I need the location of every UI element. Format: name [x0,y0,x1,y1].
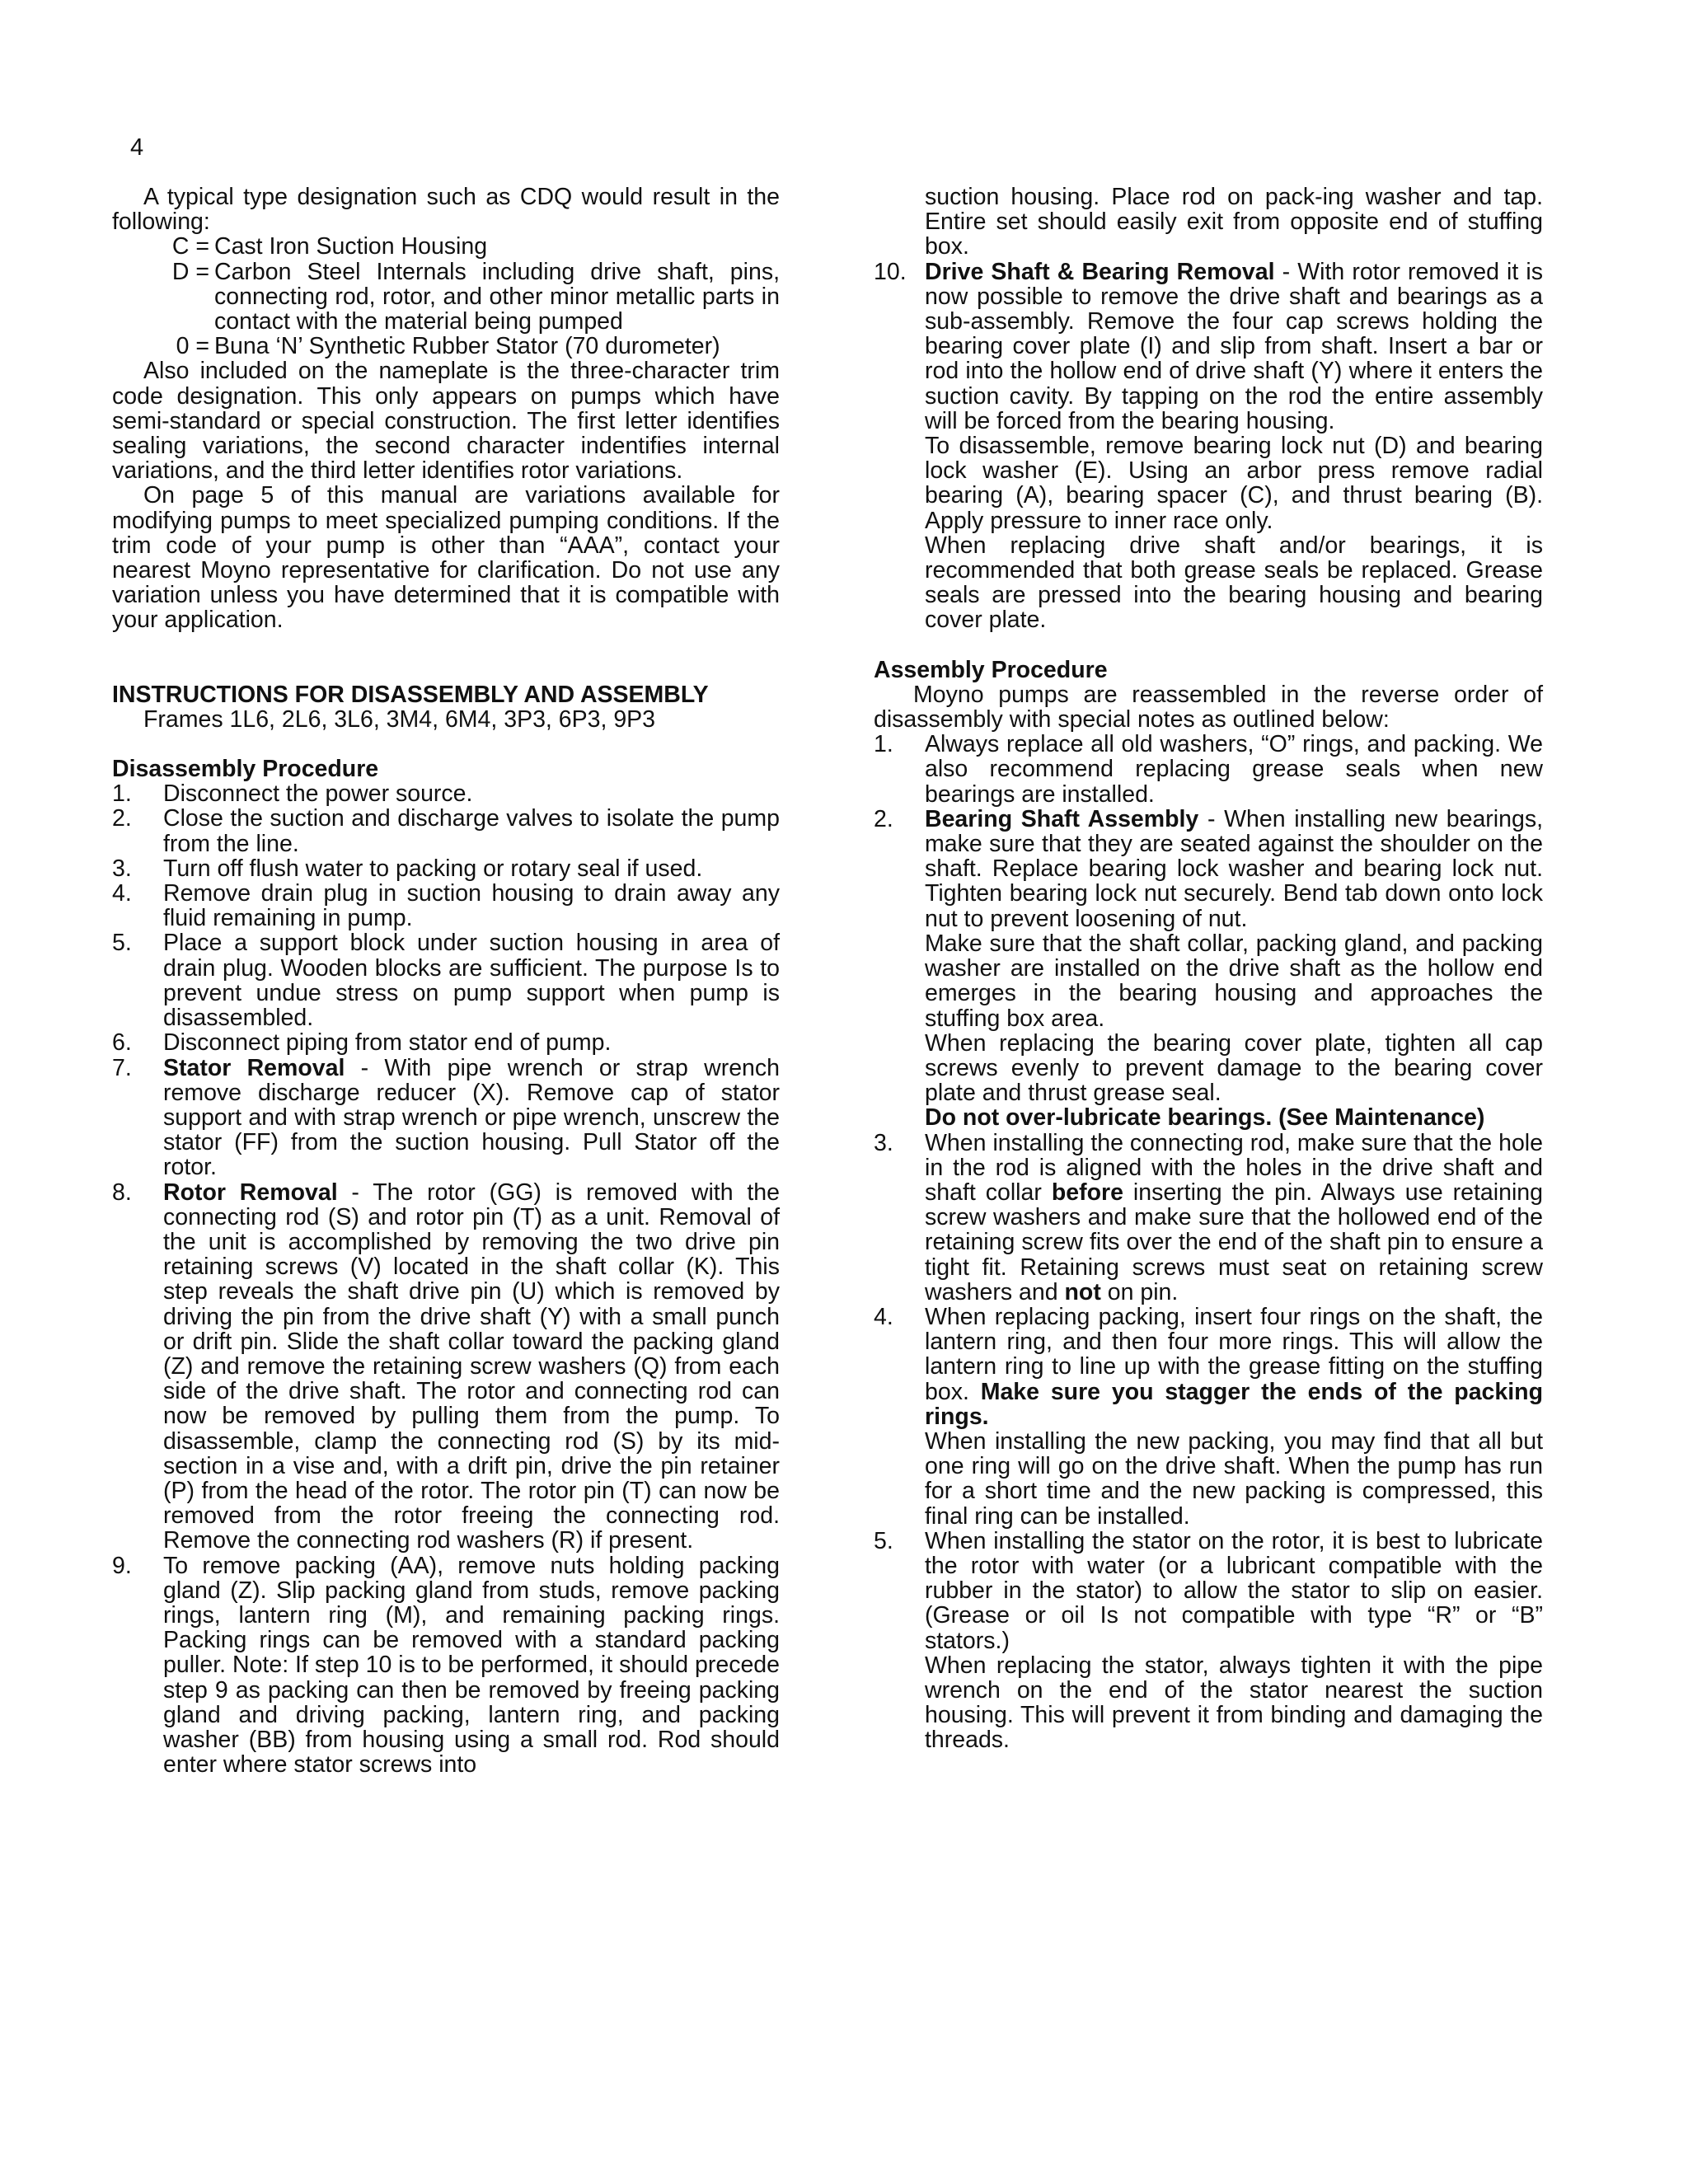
page-number: 4 [130,134,144,161]
step-number: 1. [874,731,893,758]
step10-paragraph: To disassemble, remove bearing lock nut (D) and bearing lock washer (E). Using an arbor press remove radial bearing (A), bearing spacer (C), and thrust bearing (B). Apply pressure to inner race only. [925,433,1543,534]
step-text [925,1131,1543,1305]
list-item [874,732,1543,807]
emphasis: not [1064,1278,1101,1305]
step-text: To remove packing (AA), remove nuts holding packing gland (Z). Slip packing gland from studs, remove packing rings, lantern ring (M), and remaining packing rings. Packing rings can be removed with a standard packing puller. Note: If step 10 is to be performed, it should precede step 9 as packing can then be removed by freeing packing gland and driving packing, lantern ring, and packing washer (BB) from housing using a small rod. Rod should enter where stator screws into [163,1552,780,1779]
list-item [112,1554,780,1778]
step-number: 1. [112,780,132,808]
step-number: 2. [112,805,132,832]
step9-continuation: suction housing. Place rod on pack-ing washer and tap. Entire set should easily exit from opposite end of stuffing box. [925,184,1543,260]
list-item [874,1305,1543,1429]
designation-intro: A typical type designation such as CDQ would result in the following: [112,184,780,236]
step-number: 5. [112,930,132,957]
step-text [925,1305,1543,1429]
designation-text: Buna ‘N’ Synthetic Rubber Stator (70 durometer) [214,333,720,360]
step-body: - With pipe wrench or strap wrench remove discharge reducer (X). Remove cap of stator support and with strap wrench or pipe wrench, unscrew the stator (FF) from the suction housing. Pull Stator off the rotor. [163,1054,781,1181]
step10-paragraph: When replacing drive shaft and/or bearings, it is recommended that both grease seals be replaced. Grease seals are pressed into the bearing housing and bearing cover plate. [925,532,1543,634]
step-number: 4. [874,1303,893,1330]
frames-line: Frames 1L6, 2L6, 3L6, 3M4, 6M4, 3P3, 6P3, 9P3 [143,705,656,733]
right-column [874,185,1543,1753]
list-item [112,806,780,855]
step-title: Bearing Shaft Assembly [925,805,1199,832]
list-item [112,781,780,806]
instructions-heading: INSTRUCTIONS FOR DISASSEMBLY AND ASSEMBLY [112,681,709,708]
designation-key: C = [171,233,209,260]
step-body: When installing the connecting rod, make sure that the hole in the rod is aligned with the holes in the drive shaft and shaft collar [925,1129,1543,1206]
step-body: - With rotor removed it is now possible to remove the drive shaft and bearings as a sub-assembly. Remove the four cap screws holding the bearing cover plate (I) and slip from shaft. Insert a bar or rod into the hollow end of drive shaft (Y) where it enters the suction cavity. By tapping on the rod the entire assembly will be forced from the bearing housing. [925,258,1543,434]
list-item [112,856,780,881]
assembly-paragraph: When replacing the bearing cover plate, tighten all cap screws evenly to prevent damage to the bearing cover plate and thrust grease seal. [925,1029,1543,1107]
step-body: on pin. [1100,1278,1179,1305]
step-text: Disconnect piping from stator end of pump. [163,1029,612,1057]
step-text [925,807,1543,931]
step-text: Place a support block under suction housing in area of drain plug. Wooden blocks are sufficient. The purpose Is to prevent undue stress on pump support when pump is disassembled. [163,930,780,1032]
left-column [112,185,780,1777]
step-number: 5. [874,1527,893,1554]
assembly-steps [874,1529,1543,1653]
list-item [112,881,780,930]
list-item [112,930,780,1030]
step-text: When installing the stator on the rotor, it is best to lubricate the rotor with water (or a lubricant compatible with the rubber in the stator) to allow the stator to slip on easier. (Grease or oil Is not compatible with type “R” or “B” stators.) [925,1527,1543,1654]
disassembly-heading: Disassembly Procedure [112,756,379,783]
designation-key: D = [171,258,209,285]
step-title: Stator Removal [163,1054,345,1081]
assembly-paragraph: When replacing the stator, always tighten it with the pipe wrench on the end of the stator nearest the suction housing. This will prevent it from binding and damaging the threads. [925,1652,1543,1754]
list-item [112,1180,780,1554]
assembly-steps [874,1131,1543,1429]
step-body: When replacing packing, insert four rings on the shaft, the lantern ring, and then four more rings. This will allow the lantern ring to line up with the grease fitting on the stuffing box. [925,1303,1543,1405]
list-item [112,1056,780,1180]
emphasis: Make sure you stagger the ends of the packing rings. [925,1378,1543,1430]
assembly-steps [874,732,1543,931]
step-title: Drive Shaft & Bearing Removal [925,258,1275,285]
trim-code-paragraph: Also included on the nameplate is the three-character trim code designation. This only appears on pumps which have semi-standard or special construction. The first letter identifies sealing variations, the second character indentifies internal variations, and the third letter identifies rotor variations. [112,358,780,485]
designation-item [112,260,780,335]
step-text [925,260,1543,434]
designation-text: Carbon Steel Internals including drive shaft, pins, connecting rod, rotor, and other minor metallic parts in contact with the material being pumped [214,258,780,335]
assembly-heading: Assembly Procedure [874,656,1108,683]
disassembly-steps [112,781,780,1777]
list-item [874,1529,1543,1653]
designation-text: Cast Iron Suction Housing [214,233,488,260]
step-body: inserting the pin. Always use retaining screw washers and make sure that the hollowed end of the retaining screw fits over the end of the shaft pin to ensure a tight fit. Retaining screws must seat on retaining screw washers and [925,1179,1543,1305]
step-number: 9. [112,1552,132,1579]
designation-item [112,334,780,359]
step-text [163,1056,780,1180]
assembly-paragraph: Make sure that the shaft collar, packing gland, and packing washer are installed on the drive shaft as the hollow end emerges in the bearing housing and approaches the stuffing box area. [925,930,1543,1032]
emphasis: before [1051,1179,1123,1206]
lubrication-note: Do not over-lubricate bearings. (See Maintenance) [925,1104,1485,1132]
variations-paragraph: On page 5 of this manual are variations available for modifying pumps to meet specialized pumping conditions. If the trim code of your pump is other than “AAA”, contact your nearest Moyno representative for clarification. Do not use any variation unless you have determined that it is compatible with your application. [112,482,780,634]
designation-item [112,234,780,259]
step-title: Rotor Removal [163,1179,338,1206]
step-text: Always replace all old washers, “O” rings, and packing. We also recommend replacing grease seals when new bearings are installed. [925,731,1543,808]
step-text: Close the suction and discharge valves to isolate the pump from the line. [163,805,780,857]
step-number: 2. [874,805,893,832]
assembly-intro: Moyno pumps are reassembled in the reverse order of disassembly with special notes as outlined below: [874,681,1543,733]
step-number: 7. [112,1054,132,1081]
step-number: 8. [112,1179,132,1206]
assembly-paragraph: When installing the new packing, you may find that all but one ring will go on the drive shaft. When the pump has run for a short time and the new packing is compressed, this final ring can be installed. [925,1427,1543,1530]
list-item [112,1030,780,1055]
step-number: 4. [112,880,132,907]
step-number: 3. [874,1129,893,1156]
step-text: Remove drain plug in suction housing to drain away any fluid remaining in pump. [163,880,780,932]
step-text: Turn off flush water to packing or rotary seal if used. [163,855,703,882]
disassembly-steps-continued [874,260,1543,434]
designation-key: 0 = [176,333,209,360]
step-number: 6. [112,1029,132,1057]
step-number: 10. [874,258,907,285]
list-item [874,807,1543,931]
step-number: 3. [112,855,132,882]
step-body: - When installing new bearings, make sure that they are seated against the shoulder on the shaft. Replace bearing lock washer and bearing lock nut. Tighten bearing lock nut securely. Bend tab down onto lock nut to prevent loosening of nut. [925,805,1543,932]
step-text: Disconnect the power source. [163,780,473,808]
list-item [874,260,1543,434]
designation-list [112,234,780,359]
step-text [163,1180,780,1554]
list-item [874,1131,1543,1305]
step-body: - The rotor (GG) is removed with the connecting rod (S) and rotor pin (T) as a unit. Removal of the unit is accomplished by removing the two drive pin retaining screws (V) located in the shaft collar (K). This step reveals the shaft drive pin (U) which is removed by driving the pin from the drive shaft (Y) with a small punch or drift pin. Slide the shaft collar toward the packing gland (Z) and remove the retaining screw washers (Q) from each side of the drive shaft. The rotor and connecting rod can now be removed by pulling them from the pump. To disassemble, clamp the connecting rod (S) by its mid-section in a vise and, with a drift pin, drive the pin retainer (P) from the head of the rotor. The rotor pin (T) can now be removed from the rotor freeing the connecting rod. Remove the connecting rod washers (R) if present. [163,1179,780,1554]
